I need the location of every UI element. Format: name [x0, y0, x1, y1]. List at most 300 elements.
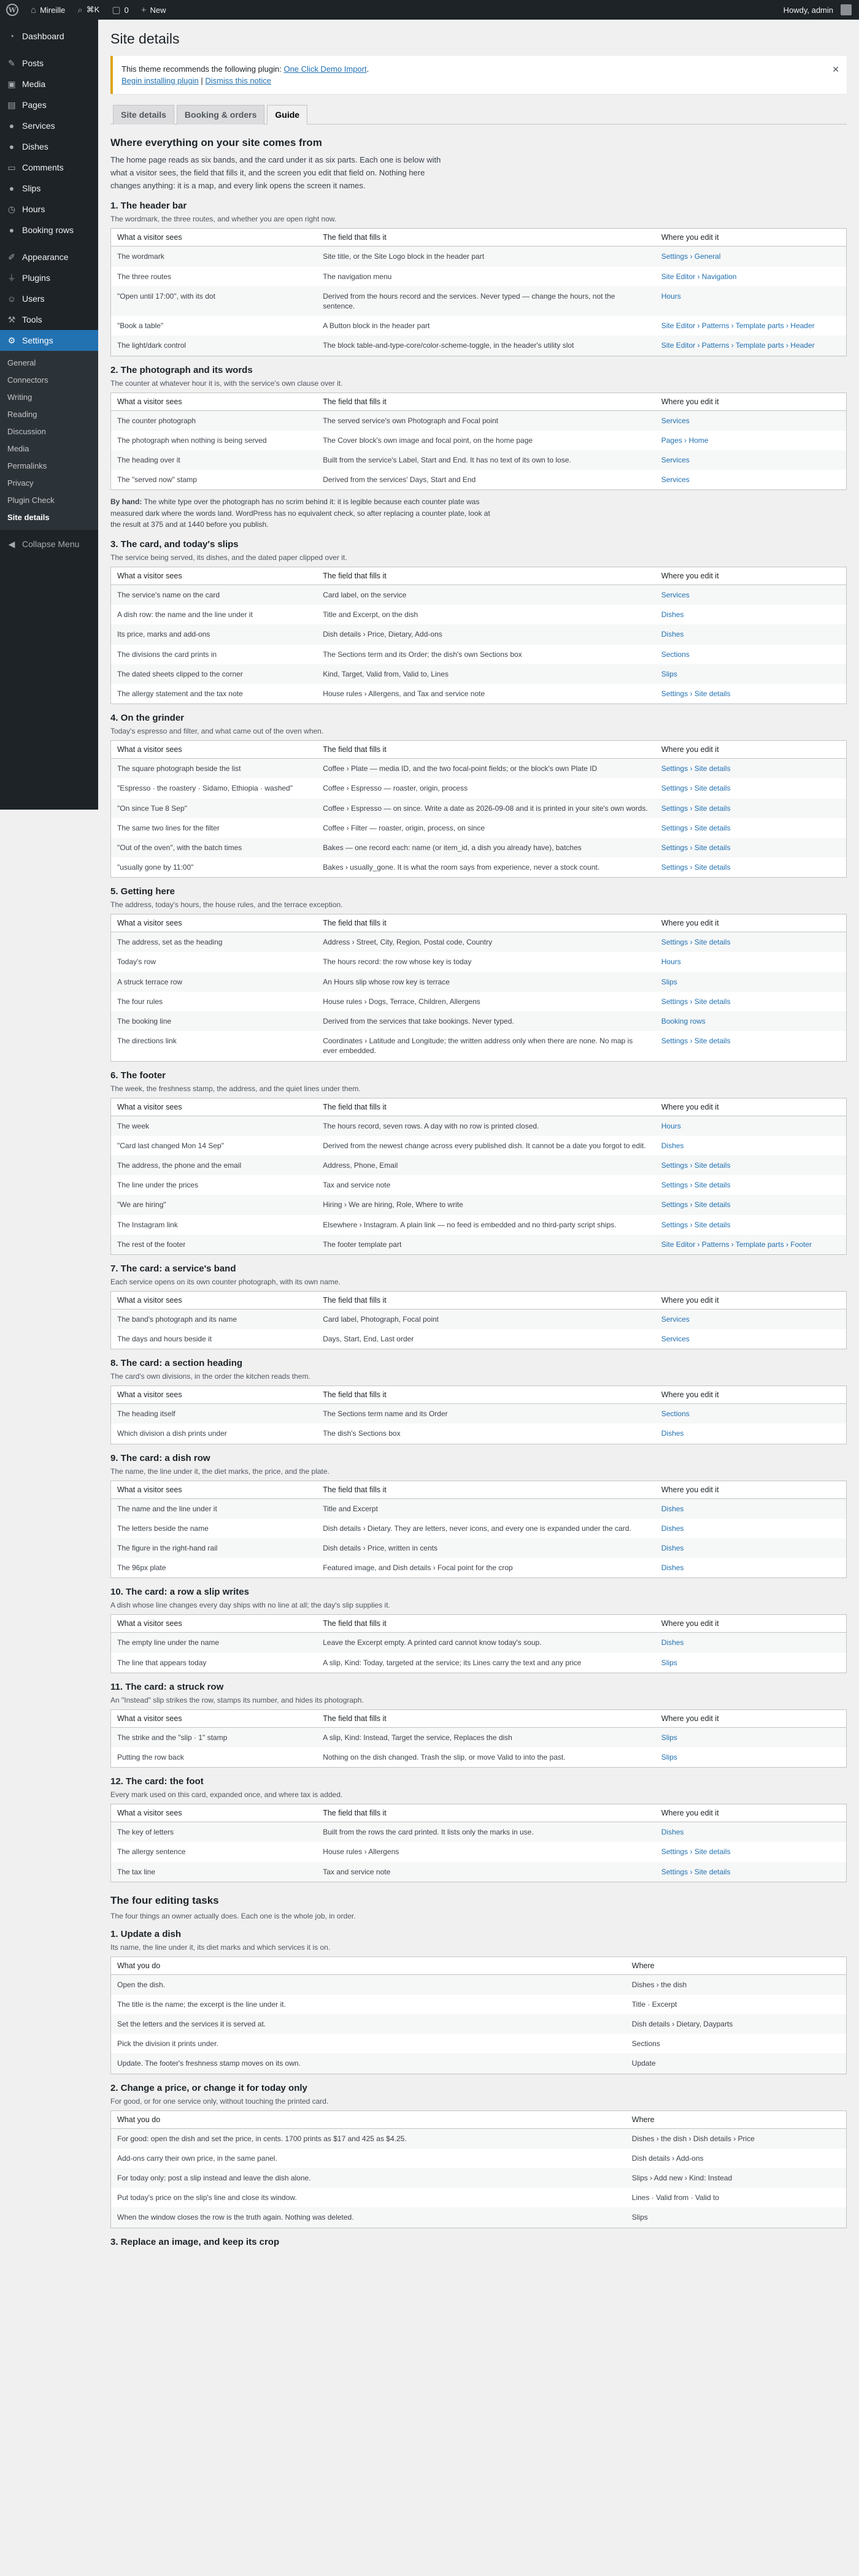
- tab-booking-orders[interactable]: Booking & orders: [177, 105, 264, 125]
- close-icon[interactable]: ✕: [832, 64, 839, 74]
- task-where-cell: Dishes › the dish: [626, 1974, 847, 1995]
- section-description: The counter at whatever hour it is, with the service's own clause over it.: [110, 378, 343, 388]
- task-where-cell: Dishes › the dish › Dish details › Price: [626, 2128, 847, 2149]
- section-title: 6. The footer: [110, 1070, 166, 1081]
- submenu-privacy[interactable]: Privacy: [7, 478, 34, 488]
- table-row: [111, 645, 847, 664]
- table-row: [111, 972, 847, 992]
- sidebar-item-media[interactable]: ▣ Media: [0, 74, 98, 94]
- edit-screen-link[interactable]: Services: [655, 585, 847, 605]
- edit-screen-link[interactable]: Settings › Site details: [661, 784, 731, 793]
- table-row: [111, 1842, 847, 1861]
- visitor-sees-cell: "On since Tue 8 Sep": [111, 799, 317, 818]
- column-header: What a visitor sees: [111, 1615, 317, 1633]
- sidebar-item-tools[interactable]: ⚒ Tools: [0, 309, 98, 330]
- visitor-sees-cell: The divisions the card prints in: [117, 650, 217, 659]
- table-header-row: [111, 1709, 847, 1727]
- table-row: [111, 1011, 847, 1031]
- table-row: [111, 247, 847, 267]
- section-description: An "Instead" slip strikes the row, stamps its number, and hides its photograph.: [110, 1695, 364, 1704]
- visitor-sees-cell: The light/dark control: [111, 335, 317, 356]
- edit-screen-link[interactable]: Services: [655, 1309, 847, 1329]
- table-row: [111, 2128, 847, 2149]
- booking-icon: ●: [9, 225, 15, 235]
- edit-screen-link[interactable]: Hours: [661, 957, 681, 967]
- edit-screen-link[interactable]: Dishes: [655, 1633, 847, 1653]
- table-header-row: [111, 393, 847, 410]
- field-cell: House rules › Allergens, and Tax and service note: [323, 689, 485, 698]
- visitor-sees-cell: The "served now" stamp: [117, 475, 197, 485]
- field-cell: Card label, Photograph, Focal point: [317, 1309, 655, 1329]
- field-cell: Hiring › We are hiring, Role, Where to write: [317, 1195, 655, 1214]
- my-account-menu[interactable]: [777, 0, 859, 20]
- section-table: [110, 1481, 847, 1579]
- section-table: [110, 228, 847, 356]
- settings-icon: ⚙: [7, 335, 16, 345]
- comments-link[interactable]: [106, 0, 134, 20]
- collapse-menu-button[interactable]: ◀ Collapse Menu: [0, 534, 98, 554]
- sidebar-item-appearance[interactable]: ✐ Appearance: [0, 247, 98, 267]
- table-header-row: [111, 741, 847, 759]
- edit-screen-link[interactable]: Dishes: [661, 1524, 684, 1533]
- column-header: What a visitor sees: [111, 1709, 317, 1727]
- edit-screen-link[interactable]: Services: [655, 410, 847, 431]
- column-header: Where you edit it: [655, 741, 847, 759]
- plug-icon: ⏚: [7, 273, 16, 283]
- edit-screen-link[interactable]: Services: [655, 450, 847, 470]
- column-header: Where you edit it: [655, 1804, 847, 1822]
- field-cell: A Button block in the header part: [323, 321, 430, 331]
- column-header: What you do: [111, 1957, 626, 1974]
- visitor-sees-cell: The heading itself: [111, 1404, 317, 1424]
- visitor-sees-cell: The allergy sentence: [117, 1847, 186, 1857]
- edit-screen-link[interactable]: Dishes: [655, 1822, 847, 1842]
- visitor-sees-cell: "Book a table": [117, 321, 164, 331]
- field-cell: Card label, on the service: [317, 585, 655, 605]
- column-header: The field that fills it: [317, 1804, 655, 1822]
- table-row: [111, 664, 847, 684]
- edit-screen-link[interactable]: Sections: [655, 1404, 847, 1424]
- section-title: 10. The card: a row a slip writes: [110, 1587, 249, 1598]
- task-step-cell: When the window closes the row is the truth again. Nothing was deleted.: [111, 2207, 626, 2228]
- field-cell: Elsewhere › Instagram. A plain link — no feed is embedded and no third-party script ships.: [323, 1220, 617, 1229]
- edit-screen-link[interactable]: Settings › Site details: [655, 1195, 847, 1214]
- column-header: Where you edit it: [655, 1615, 847, 1633]
- column-header: The field that fills it: [317, 229, 655, 247]
- sidebar-item-slips[interactable]: ● Slips: [0, 178, 98, 199]
- services-icon: ●: [9, 121, 15, 131]
- task-step-cell: Open the dish.: [111, 1974, 626, 1995]
- new-label: New: [150, 5, 166, 15]
- visitor-sees-cell: The photograph when nothing is being served: [117, 435, 267, 445]
- submenu-reading[interactable]: Reading: [7, 410, 37, 419]
- edit-screen-link[interactable]: Dishes: [655, 1538, 847, 1558]
- task-title: 3. Replace an image, and keep its crop: [110, 2236, 280, 2247]
- field-cell: Bakes › usually_gone. It is what the room says from experience, never a stock count.: [323, 863, 600, 872]
- visitor-sees-cell: The dated sheets clipped to the corner: [111, 664, 317, 684]
- visitor-sees-cell: The wordmark: [111, 247, 317, 267]
- table-row: [111, 1195, 847, 1214]
- column-header: What a visitor sees: [111, 1098, 317, 1116]
- field-cell: The navigation menu: [323, 272, 392, 281]
- edit-screen-link[interactable]: Slips: [661, 1658, 677, 1667]
- column-header: What you do: [111, 2110, 626, 2128]
- edit-screen-link[interactable]: Site Editor › Patterns › Template parts › Header: [655, 335, 847, 356]
- edit-screen-link[interactable]: Settings › Site details: [655, 838, 847, 857]
- edit-screen-link[interactable]: Site Editor › Patterns › Template parts › Header: [661, 321, 815, 331]
- table-row: [111, 1822, 847, 1842]
- visitor-sees-cell: The square photograph beside the list: [111, 759, 317, 779]
- column-header: Where you edit it: [655, 914, 847, 932]
- section-table: [110, 740, 847, 878]
- field-cell: Dish details › Price, Dietary, Add-ons: [317, 624, 655, 644]
- edit-screen-link[interactable]: Settings › Site details: [655, 799, 847, 818]
- table-header-row: [111, 1804, 847, 1822]
- field-cell: Address, Phone, Email: [317, 1156, 655, 1175]
- visitor-sees-cell: The address, the phone and the email: [111, 1156, 317, 1175]
- section-table: [110, 1709, 847, 1768]
- section-title: 7. The card: a service's band: [110, 1263, 236, 1274]
- edit-screen-link[interactable]: Settings › Site details: [655, 932, 847, 953]
- field-cell: Coffee › Filter — roaster, origin, process, on since: [323, 823, 485, 832]
- sidebar-item-booking-rows[interactable]: ● Booking rows: [0, 220, 98, 240]
- table-row: [111, 1136, 847, 1156]
- visitor-sees-cell: The rest of the footer: [111, 1235, 317, 1255]
- submenu-connectors[interactable]: Connectors: [7, 375, 48, 385]
- table-row: [111, 1974, 847, 1995]
- field-cell: The Sections term name and its Order: [317, 1404, 655, 1424]
- media-icon: ▣: [7, 79, 16, 89]
- field-cell: Built from the service's Label, Start and End. It has no text of its own to lose.: [317, 450, 655, 470]
- edit-screen-link[interactable]: Site Editor › Navigation: [661, 272, 737, 281]
- visitor-sees-cell: A struck terrace row: [111, 972, 317, 992]
- table-header-row: [111, 1291, 847, 1309]
- column-header: Where you edit it: [655, 1386, 847, 1404]
- edit-screen-link[interactable]: Slips: [655, 664, 847, 684]
- submenu-plugin-check[interactable]: Plugin Check: [7, 496, 55, 505]
- section-title: 5. Getting here: [110, 886, 175, 897]
- section-title: 2. The photograph and its words: [110, 364, 253, 375]
- command-palette-button[interactable]: [71, 0, 106, 20]
- section-title: 12. The card: the foot: [110, 1776, 204, 1787]
- section-title: 11. The card: a struck row: [110, 1681, 224, 1692]
- edit-screen-link[interactable]: Pages › Home: [661, 435, 709, 445]
- visitor-sees-cell: The booking line: [111, 1011, 317, 1031]
- section-title: 8. The card: a section heading: [110, 1358, 243, 1369]
- settings-submenu: [0, 351, 98, 530]
- section-description: Every mark used on this card, expanded once, and where tax is added.: [110, 1790, 343, 1800]
- edit-screen-link[interactable]: Settings › Site details: [661, 1037, 731, 1046]
- edit-screen-link[interactable]: Settings › Site details: [661, 1220, 731, 1229]
- table-row: [111, 450, 847, 470]
- table-row: [111, 1329, 847, 1349]
- dashboard-icon: ◔: [9, 31, 15, 41]
- table-row: [111, 952, 847, 972]
- task-where-cell: Update: [626, 2053, 847, 2074]
- sidebar-item-settings[interactable]: ⚙ Settings: [0, 330, 98, 351]
- wordpress-menu[interactable]: [0, 0, 25, 20]
- field-cell: The hours record, seven rows. A day with no row is printed closed.: [317, 1116, 655, 1136]
- admin-sidebar: [0, 20, 98, 810]
- notice-text: This theme recommends the following plugin: One Click Demo Import.: [121, 64, 369, 74]
- avatar: [841, 4, 852, 15]
- edit-screen-link[interactable]: Dishes: [661, 1429, 684, 1438]
- table-header-row: [111, 1386, 847, 1404]
- one-click-demo-import-link[interactable]: One Click Demo Import: [283, 64, 367, 74]
- wrench-icon: ⚒: [7, 314, 16, 324]
- field-cell: Tax and service note: [317, 1862, 655, 1882]
- task-title: 1. Update a dish: [110, 1928, 182, 1939]
- edit-screen-link[interactable]: Settings › Site details: [661, 823, 731, 832]
- field-cell: Tax and service note: [323, 1181, 391, 1190]
- table-header-row: [111, 1098, 847, 1116]
- column-header: Where you edit it: [655, 567, 847, 585]
- task-step-cell: Put today's price on the slip's line and close its window.: [117, 2193, 297, 2202]
- guide-intro: The home page reads as six bands, and the card under it as six parts. Each one is below with what a visitor sees, the field that fills it, and the screen you edit that field on. Nothing here changes anything: it is a map, and every link opens the screen it names.: [110, 155, 441, 190]
- table-row: [111, 316, 847, 335]
- column-header: The field that fills it: [317, 393, 655, 410]
- edit-screen-link[interactable]: Sections: [661, 650, 690, 659]
- column-header: What a visitor sees: [111, 1481, 317, 1498]
- edit-screen-link[interactable]: Booking rows: [655, 1011, 847, 1031]
- table-row: [111, 267, 847, 286]
- table-row: [111, 818, 847, 838]
- task-step-cell: For today only: post a slip instead and leave the dish alone.: [111, 2168, 626, 2188]
- field-cell: Title and Excerpt, on the dish: [323, 610, 418, 619]
- table-row: [111, 1175, 847, 1195]
- table-row: [111, 2207, 847, 2228]
- edit-screen-link[interactable]: Site Editor › Patterns › Template parts › Footer: [655, 1235, 847, 1255]
- section-description: The name, the line under it, the diet marks, the price, and the plate.: [110, 1466, 329, 1476]
- field-cell: Derived from the newest change across every published dish. It cannot be a date you forgot to edit.: [323, 1141, 646, 1150]
- edit-screen-link[interactable]: Hours: [655, 286, 847, 316]
- search-icon: ⌕: [77, 4, 83, 15]
- sidebar-item-pages[interactable]: ▤ Pages: [0, 94, 98, 115]
- visitor-sees-cell: The address, set as the heading: [111, 932, 317, 953]
- edit-screen-link[interactable]: Slips: [661, 1752, 677, 1761]
- visitor-sees-cell: The directions link: [117, 1037, 177, 1046]
- section-table: [110, 1614, 847, 1673]
- by-hand-note: [110, 496, 491, 531]
- settings-tabs: [110, 105, 847, 125]
- task-step-cell: Update. The footer's freshness stamp moves on its own.: [111, 2053, 626, 2074]
- table-row: [111, 932, 847, 953]
- field-cell: Title and Excerpt: [317, 1498, 655, 1519]
- table-row: [111, 1235, 847, 1255]
- task-where-cell: Dish details › Dietary, Dayparts: [626, 2014, 847, 2034]
- section-description: Each service opens on its own counter photograph, with its own name.: [110, 1277, 341, 1286]
- edit-screen-link[interactable]: Settings › Site details: [661, 1847, 731, 1857]
- table-row: [111, 1633, 847, 1653]
- edit-screen-link[interactable]: Services: [661, 475, 690, 485]
- table-row: [111, 799, 847, 818]
- edit-screen-link[interactable]: Hours: [655, 1116, 847, 1136]
- field-cell: Days, Start, End, Last order: [323, 1335, 414, 1344]
- visitor-sees-cell: Today's row: [117, 957, 156, 967]
- edit-screen-link[interactable]: Settings › Site details: [661, 1181, 731, 1190]
- section-table: [110, 393, 847, 491]
- table-row: [111, 624, 847, 644]
- section-description: The address, today's hours, the house rules, and the terrace exception.: [110, 900, 343, 910]
- column-header: The field that fills it: [317, 1615, 655, 1633]
- table-header-row: [111, 2110, 847, 2128]
- main-content: [110, 20, 847, 2251]
- edit-screen-link[interactable]: Settings › Site details: [661, 689, 731, 698]
- sidebar-item-plugins[interactable]: ⏚ Plugins: [7, 273, 50, 283]
- table-row: [111, 1538, 847, 1558]
- visitor-sees-cell: The three routes: [117, 272, 172, 281]
- section-table: [110, 1098, 847, 1255]
- column-header: Where: [626, 2110, 847, 2128]
- submenu-writing[interactable]: Writing: [7, 393, 33, 402]
- table-row: [111, 1116, 847, 1136]
- wordpress-logo-icon: W: [6, 4, 18, 16]
- table-row: [111, 470, 847, 490]
- visitor-sees-cell: Putting the row back: [117, 1752, 184, 1761]
- field-cell: A slip, Kind: Today, targeted at the service; its Lines carry the text and any price: [323, 1658, 582, 1667]
- edit-screen-link[interactable]: Settings › Site details: [655, 759, 847, 779]
- edit-screen-link[interactable]: Dishes: [655, 624, 847, 644]
- task-table: [110, 1957, 847, 2074]
- column-header: The field that fills it: [317, 1709, 655, 1727]
- task-description: For good, or for one service only, without touching the printed card.: [110, 2096, 329, 2106]
- edit-screen-link[interactable]: Dishes: [655, 1498, 847, 1519]
- visitor-sees-cell: "Open until 17:00", with its dot: [111, 286, 317, 316]
- sidebar-item-posts[interactable]: ✎ Posts: [0, 53, 98, 74]
- submenu-general[interactable]: General: [7, 358, 36, 367]
- sidebar-item-users[interactable]: ☺ Users: [7, 294, 45, 304]
- sidebar-item-dishes[interactable]: ● Dishes: [0, 136, 98, 157]
- column-header: The field that fills it: [317, 741, 655, 759]
- section-description: The card's own divisions, in the order the kitchen reads them.: [110, 1372, 310, 1381]
- field-cell: The Cover block's own image and focal point, on the home page: [323, 435, 533, 445]
- field-cell: Featured image, and Dish details › Focal point for the crop: [323, 1563, 513, 1573]
- submenu-permalinks[interactable]: Permalinks: [7, 461, 47, 470]
- column-header: What a visitor sees: [111, 914, 317, 932]
- command-shortcut: ⌘K: [86, 5, 100, 14]
- task-step-cell: For good: open the dish and set the price, in cents. 1700 prints as $17 and 425 as $4.25.: [111, 2128, 626, 2149]
- table-row: [111, 1404, 847, 1424]
- edit-screen-link[interactable]: Settings › Site details: [655, 1156, 847, 1175]
- column-header: Where you edit it: [655, 229, 847, 247]
- howdy-greeting: Howdy, admin: [783, 5, 833, 15]
- column-header: What a visitor sees: [111, 1386, 317, 1404]
- task-step-cell: The title is the name; the excerpt is the line under it.: [117, 1999, 286, 2009]
- visitor-sees-cell: The tax line: [111, 1862, 317, 1882]
- task-table: [110, 2110, 847, 2228]
- submenu-site-details[interactable]: Site details: [7, 513, 50, 522]
- tab-site-details[interactable]: Site details: [113, 105, 174, 125]
- table-row: [111, 335, 847, 356]
- dismiss-notice-link[interactable]: Dismiss this notice: [205, 76, 272, 85]
- visitor-sees-cell: The same two lines for the filter: [117, 823, 220, 832]
- field-cell: The footer template part: [317, 1235, 655, 1255]
- task-where-cell: Slips: [626, 2207, 847, 2228]
- table-row: [111, 2149, 847, 2168]
- new-content-menu[interactable]: [135, 0, 172, 20]
- table-row: [111, 1031, 847, 1061]
- edit-screen-link[interactable]: Dishes: [661, 610, 684, 619]
- section-description: The week, the freshness stamp, the address, and the quiet lines under them.: [110, 1084, 361, 1093]
- table-row: [111, 1424, 847, 1444]
- table-row: [111, 992, 847, 1011]
- sidebar-item-services[interactable]: ● Services: [0, 115, 98, 136]
- editing-tasks: [110, 1929, 847, 2247]
- tasks-intro: The four things an owner actually does. Each one is the whole job, in order.: [110, 1911, 356, 1920]
- sidebar-item-comments[interactable]: ▭ Comments: [0, 157, 98, 178]
- page-title: Site details: [110, 31, 180, 47]
- tab-guide[interactable]: Guide: [267, 105, 307, 125]
- field-cell: Site title, or the Site Logo block in the header part: [317, 247, 655, 267]
- task-where-cell: Slips › Add new › Kind: Instead: [626, 2168, 847, 2188]
- clock-icon: ◷: [7, 204, 16, 214]
- visitor-sees-cell: The service's name on the card: [111, 585, 317, 605]
- edit-screen-link[interactable]: Settings › Site details: [661, 863, 731, 872]
- edit-screen-link[interactable]: Dishes: [661, 1563, 684, 1573]
- site-name-link[interactable]: [25, 0, 71, 20]
- visitor-sees-cell: The line that appears today: [117, 1658, 207, 1667]
- field-cell: Coffee › Plate — media ID, and the two focal-point fields; or the block's own Plate ID: [317, 759, 655, 779]
- field-cell: An Hours slip whose row key is terrace: [317, 972, 655, 992]
- field-cell: House rules › Allergens: [323, 1847, 399, 1857]
- table-header-row: [111, 914, 847, 932]
- task-where-cell: Dish details › Add-ons: [631, 2153, 704, 2163]
- field-cell: Coffee › Espresso — roaster, origin, process: [323, 784, 468, 793]
- visitor-sees-cell: The Instagram link: [117, 1220, 178, 1229]
- edit-screen-link[interactable]: Settings › Site details: [661, 997, 731, 1006]
- visitor-sees-cell: The counter photograph: [111, 410, 317, 431]
- column-header: What a visitor sees: [111, 1291, 317, 1309]
- column-header: Where you edit it: [655, 393, 847, 410]
- edit-screen-link[interactable]: Slips: [655, 1727, 847, 1747]
- submenu-media[interactable]: Media: [7, 444, 29, 453]
- field-cell: A slip, Kind: Instead, Target the service, Replaces the dish: [317, 1727, 655, 1747]
- task-step-cell: Pick the division it prints under.: [117, 2039, 218, 2049]
- field-cell: The dish's Sections box: [323, 1429, 401, 1438]
- visitor-sees-cell: The strike and the "slip · 1" stamp: [111, 1727, 317, 1747]
- field-cell: Derived from the hours record and the services. Never typed — change the hours, not the sentence.: [317, 286, 655, 316]
- submenu-discussion[interactable]: Discussion: [7, 427, 46, 436]
- field-cell: Nothing on the dish changed. Trash the slip, or move Valid to into the past.: [323, 1752, 566, 1761]
- table-row: [111, 857, 847, 878]
- task-step-cell: Add-ons carry their own price, in the same panel.: [117, 2153, 277, 2163]
- edit-screen-link[interactable]: Services: [661, 1335, 690, 1344]
- brush-icon: ✐: [8, 251, 15, 262]
- visitor-sees-cell: "Card last changed Mon 14 Sep": [117, 1141, 224, 1150]
- field-cell: The served service's own Photograph and Focal point: [317, 410, 655, 431]
- begin-installing-plugin-link[interactable]: Begin installing plugin: [121, 76, 199, 85]
- column-header: Where you edit it: [655, 1098, 847, 1116]
- column-header: Where: [626, 1957, 847, 1974]
- field-cell: Coffee › Espresso — on since. Write a date as 2026-09-08 and it is printed in your site's own words.: [317, 799, 655, 818]
- edit-screen-link[interactable]: Slips: [655, 972, 847, 992]
- section-description: The wordmark, the three routes, and whether you are open right now.: [110, 215, 337, 224]
- column-header: What a visitor sees: [111, 1804, 317, 1822]
- task-where-cell: Lines · Valid from · Valid to: [631, 2193, 720, 2202]
- visitor-sees-cell: The name and the line under it: [111, 1498, 317, 1519]
- edit-screen-link[interactable]: Dishes: [661, 1141, 684, 1150]
- field-cell: Leave the Excerpt empty. A printed card cannot know today's soup.: [317, 1633, 655, 1653]
- sidebar-item-dashboard[interactable]: ◔ Dashboard: [0, 26, 98, 47]
- edit-screen-link[interactable]: Settings › Site details: [655, 1862, 847, 1882]
- sidebar-item-hours[interactable]: ◷ Hours: [0, 199, 98, 220]
- dishes-icon: ●: [9, 142, 15, 151]
- table-row: [111, 2168, 847, 2188]
- table-row: [111, 1862, 847, 1882]
- edit-screen-link[interactable]: Settings › General: [655, 247, 847, 267]
- task-where-cell: Title · Excerpt: [631, 1999, 677, 2009]
- column-header: The field that fills it: [317, 1291, 655, 1309]
